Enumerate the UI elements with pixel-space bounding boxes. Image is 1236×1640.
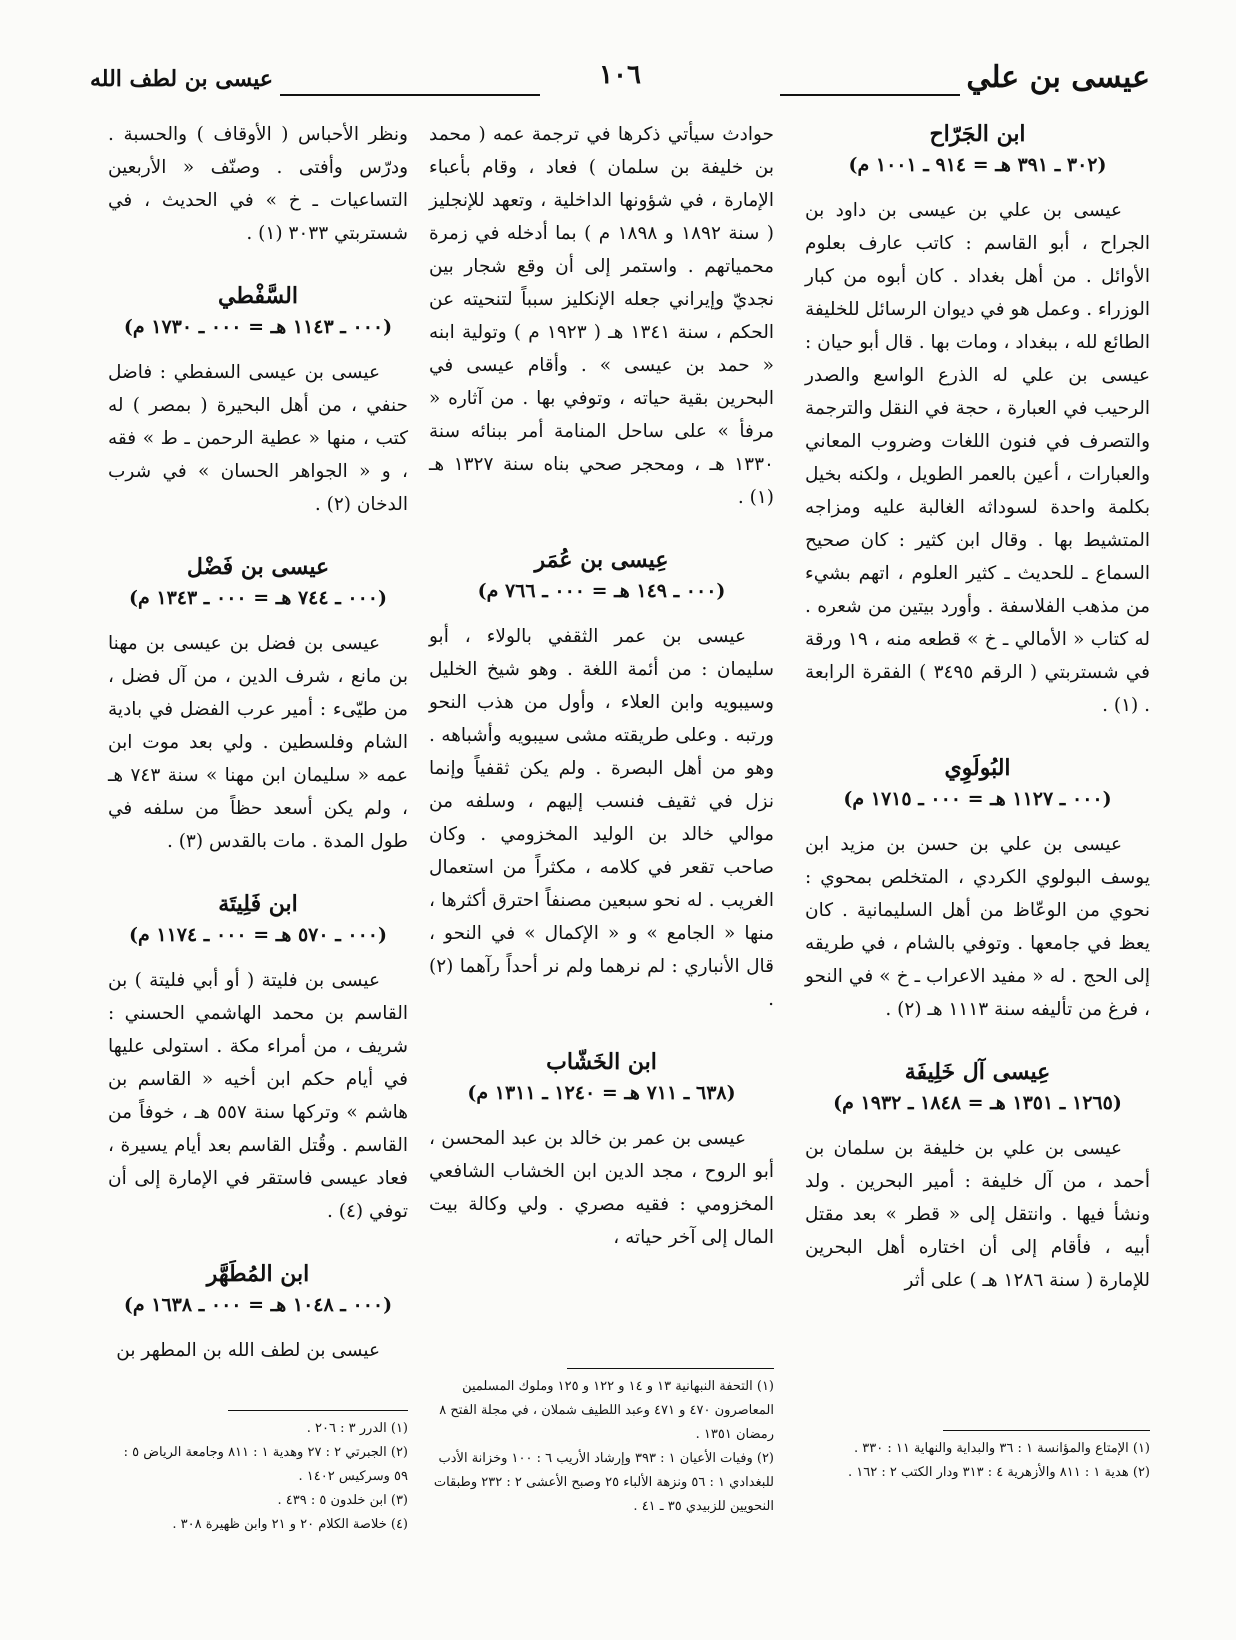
entry-title: عِيسى بن عُمَر (534, 547, 669, 573)
entry-dates: (٠٠٠ ـ ١١٢٧ هـ = ٠٠٠ ـ ١٧١٥ م) (843, 788, 1112, 810)
entry-dates: (٦٣٨ ـ ٧١١ هـ = ١٢٤٠ ـ ١٣١١ م) (467, 1082, 736, 1104)
running-title-right: عيسى بن علي (966, 60, 1150, 95)
column-middle (429, 118, 774, 1254)
footnote: (٢) هدية ١ : ٨١١ والأزهرية ٤ : ٣١٣ ودار الكتب ٢ : ١٦٢ . (848, 1465, 1150, 1480)
entry-text: عيسى بن فليتة ( أو أبي فليتة ) بن القاسم بن محمد الهاشمي الحسني : شريف ، من أمراء مكة . استولى عليها في أيام حكم ابن أخيه « القاسم بن هاشم » وتركها سنة ٥٥٧ هـ ، خوفاً من القاسم . وقُتل القاسم بعد أيام يسيرة ، فعاد عيسى فاستقر في الإمارة إلى أن توفي (٤) . (108, 970, 409, 1222)
entry-title: السَّفْطي (218, 283, 298, 309)
footnotes-left (108, 1410, 408, 1537)
entry-text: عيسى بن فضل بن عيسى بن مهنا بن مانع ، شرف الدين ، من آل فضل ، من طيّىء : أمير عرب الفضل في بادية الشام وفلسطين . ولي بعد موت ابن عمه « سليمان ابن مهنا » سنة ٧٤٣ هـ ، ولم يكن أسعد حظاً من سلفه في طول المدة . مات بالقدس (٣) . (108, 633, 408, 852)
footnote-rule (567, 1368, 774, 1369)
entry-continuation: ونظر الأحباس ( الأوقاف ) والحسبة . ودرّس وأفتى . وصنّف « الأربعين التساعيات ـ خ » في الحديث ، في شستربتي ٣٠٣٣ (١) . (108, 124, 408, 244)
entry-title: ابن الجَرّاح (929, 121, 1026, 147)
header-rule-right (780, 94, 960, 96)
entry-continuation: حوادث سيأتي ذكرها في ترجمة عمه ( محمد بن خليفة بن سلمان ) فعاد ، وقام بأعباء الإمارة ، في شؤونها الداخلية ، وتعهد للإنجليز ( سنة ١٨٩٢ و ١٨٩٨ م ) بما أدخله في زمرة محمياتهم . واستمر إلى أن وقع شجار بين نجديّ وإيراني جعله الإنكليز سبباً لتنحيته عن الحكم ، سنة ١٣٤١ هـ ( ١٩٢٣ م ) وتولية ابنه « حمد بن عيسى » . وأقام عيسى في البحرين بقية حياته ، وتوفي بها . من آثاره « مرفأ » على ساحل المنامة أمر ببنائه سنة ١٣٣٠ هـ ، ومحجر صحي بناه سنة ١٣٢٧ هـ (١) . (429, 124, 774, 508)
footnote: (٢) وفيات الأعيان ١ : ٣٩٣ وإرشاد الأريب ٦ : ١٠٠ وخزانة الأدب للبغدادي ١ : ٥٦ ونزهة الألباء ٢٥ وصبح الأعشى ٢ : ٢٣٢ وطبقات النحويين للزبيدي ٣٥ ـ ٤١ . (433, 1451, 774, 1514)
header-rule-left (280, 94, 540, 96)
entry-dates: (٠٠٠ ـ ٥٧٠ هـ = ٠٠٠ ـ ١١٧٤ م) (128, 924, 388, 946)
footnotes-right (805, 1430, 1150, 1485)
entry-text: عيسى بن علي بن خليفة بن سلمان بن أحمد ، من آل خليفة : أمير البحرين . ولد ونشأ فيها . وانتقل إلى « قطر » بعد مقتل أبيه ، فأقام إلى أن اختاره أهل البحرين للإمارة ( سنة ١٢٨٦ هـ ) على أثر (805, 1138, 1150, 1291)
footnote: (١) التحفة النبهانية ١٣ و ١٤ و ١٢٢ و ١٢٥ وملوك المسلمين المعاصرون ٤٧٠ و ٤٧١ وعبد اللطيف شملان ، في مجلة الفتح ٨ رمضان ١٣٥١ . (439, 1379, 774, 1442)
footnote: (٣) ابن خلدون ٥ : ٤٣٩ . (277, 1493, 408, 1508)
entry-title: ابن المُطَهَّر (206, 1261, 310, 1287)
entry-title: عيسى بن فَضْل (186, 554, 330, 580)
entry-text: عيسى بن عمر بن خالد بن عبد المحسن ، أبو الروح ، مجد الدين ابن الخشاب الشافعي المخزومي : فقيه مصري . ولي وكالة بيت المال إلى آخر حياته ، (429, 1128, 774, 1248)
entry-text: عيسى بن علي بن عيسى بن داود بن الجراح ، أبو القاسم : كاتب عارف بعلوم الأوائل . من أهل بغداد . كان أبوه من كبار الوزراء . وعمل هو في ديوان الرسائل للخليفة الطائع لله ، ببغداد ، ومات بها . قال أبو حيان : عيسى بن علي له الذرع الواسع والصدر الرحيب في العبارة ، حجة في النقل والترجمة والتصرف في فنون اللغات وضروب المعاني والعبارات ، أعين بالعمر الطويل ، ولكنه بخيل بكلمة واحدة لسوداثه الغالبة عليه ومزاجه المتشيط بها . وقال ابن كثير : كان صحيح السماع ـ للحديث ـ كثير العلوم ، اتهم بشيء من مذهب الفلاسفة . وأورد بيتين من شعره . له كتاب « الأمالي ـ خ » قطعه منه ، ١٩ ورقة في شستربتي ( الرقم ٣٤٩٥ ) الفقرة الرابعة . (١) . (805, 200, 1150, 716)
entry-text: عيسى بن عيسى السفطي : فاضل حنفي ، من أهل البحيرة ( بمصر ) له كتب ، منها « عطية الرحمن ـ ط » فقه ، و « الجواهر الحسان » في شرب الدخان (٢) . (108, 362, 408, 515)
column-left (108, 118, 408, 1367)
running-title-left: عيسى بن لطف الله (90, 66, 273, 92)
footnote: (١) الدرر ٣ : ٢٠٦ . (306, 1421, 408, 1436)
entry-text: عيسى بن عمر الثقفي بالولاء ، أبو سليمان : من أئمة اللغة . وهو شيخ الخليل وسيبويه وابن العلاء ، وأول من هذب النحو ورتبه . وعلى طريقته مشى سيبويه وأشباهه . وهو من أهل البصرة . ولم يكن ثقفياً وإنما نزل في ثقيف فنسب إليهم ، وسلفه من موالي خالد بن الوليد المخزومي . وكان صاحب تقعر في كلامه ، مكثراً من استعمال الغريب . له نحو سبعين مصنفاً احترق أكثرها ، منها « الجامع » و « الإكمال » في النحو ، قال الأنباري : لم نرهما ولم نر أحداً رآهما (٢) . (429, 626, 774, 1010)
entry-title: عِيسى آل خَلِيفَة (904, 1059, 1051, 1085)
entry-dates: (١٢٦٥ ـ ١٣٥١ هـ = ١٨٤٨ ـ ١٩٣٢ م) (833, 1092, 1122, 1114)
footnote: (٢) الجبرتي ٢ : ٢٧ وهدية ١ : ٨١١ وجامعة الرياض ٥ : ٥٩ وسركيس ١٤٠٢ . (123, 1445, 408, 1484)
entry-dates: (٠٠٠ ـ ١١٤٣ هـ = ٠٠٠ ـ ١٧٣٠ م) (123, 316, 393, 338)
entry-title: البُولَوِي (944, 755, 1011, 781)
entry-dates: (٠٠٠ ـ ١٠٤٨ هـ = ٠٠٠ ـ ١٦٣٨ م) (123, 1294, 393, 1316)
footnote: (٤) خلاصة الكلام ٢٠ و ٢١ وابن ظهيرة ٣٠٨ . (172, 1517, 408, 1532)
entry-title: ابن فَلِيتَة (218, 891, 298, 917)
page-number: ١٠٦ (599, 60, 641, 90)
entry-dates: (٣٠٢ ـ ٣٩١ هـ = ٩١٤ ـ ١٠٠١ م) (848, 154, 1107, 176)
entry-text: عيسى بن لطف الله بن المطهر بن (116, 1340, 380, 1361)
footnote-rule (228, 1410, 408, 1411)
footnote-rule (943, 1430, 1150, 1431)
page-header (90, 60, 1150, 106)
entry-title: ابن الخَشّاب (546, 1049, 657, 1075)
entry-dates: (٠٠٠ ـ ١٤٩ هـ = ٠٠٠ ـ ٧٦٦ م) (477, 580, 726, 602)
column-right (805, 118, 1150, 1297)
footnote: (١) الإمتاع والمؤانسة ١ : ٣٦ والبداية والنهاية ١١ : ٣٣٠ . (853, 1441, 1150, 1456)
entry-text: عيسى بن علي بن حسن بن مزيد ابن يوسف البولوي الكردي ، المتخلص بمحوي : نحوي من الوعّاظ من أهل السليمانية . كان يعظ في جامعها . وتوفي بالشام ، في طريقه إلى الحج . له « مفيد الاعراب ـ خ » في النحو ، فرغ من تأليفه سنة ١١١٣ هـ (٢) . (805, 834, 1150, 1020)
footnotes-middle (429, 1368, 774, 1519)
entry-dates: (٠٠٠ ـ ٧٤٤ هـ = ٠٠٠ ـ ١٣٤٣ م) (128, 587, 388, 609)
